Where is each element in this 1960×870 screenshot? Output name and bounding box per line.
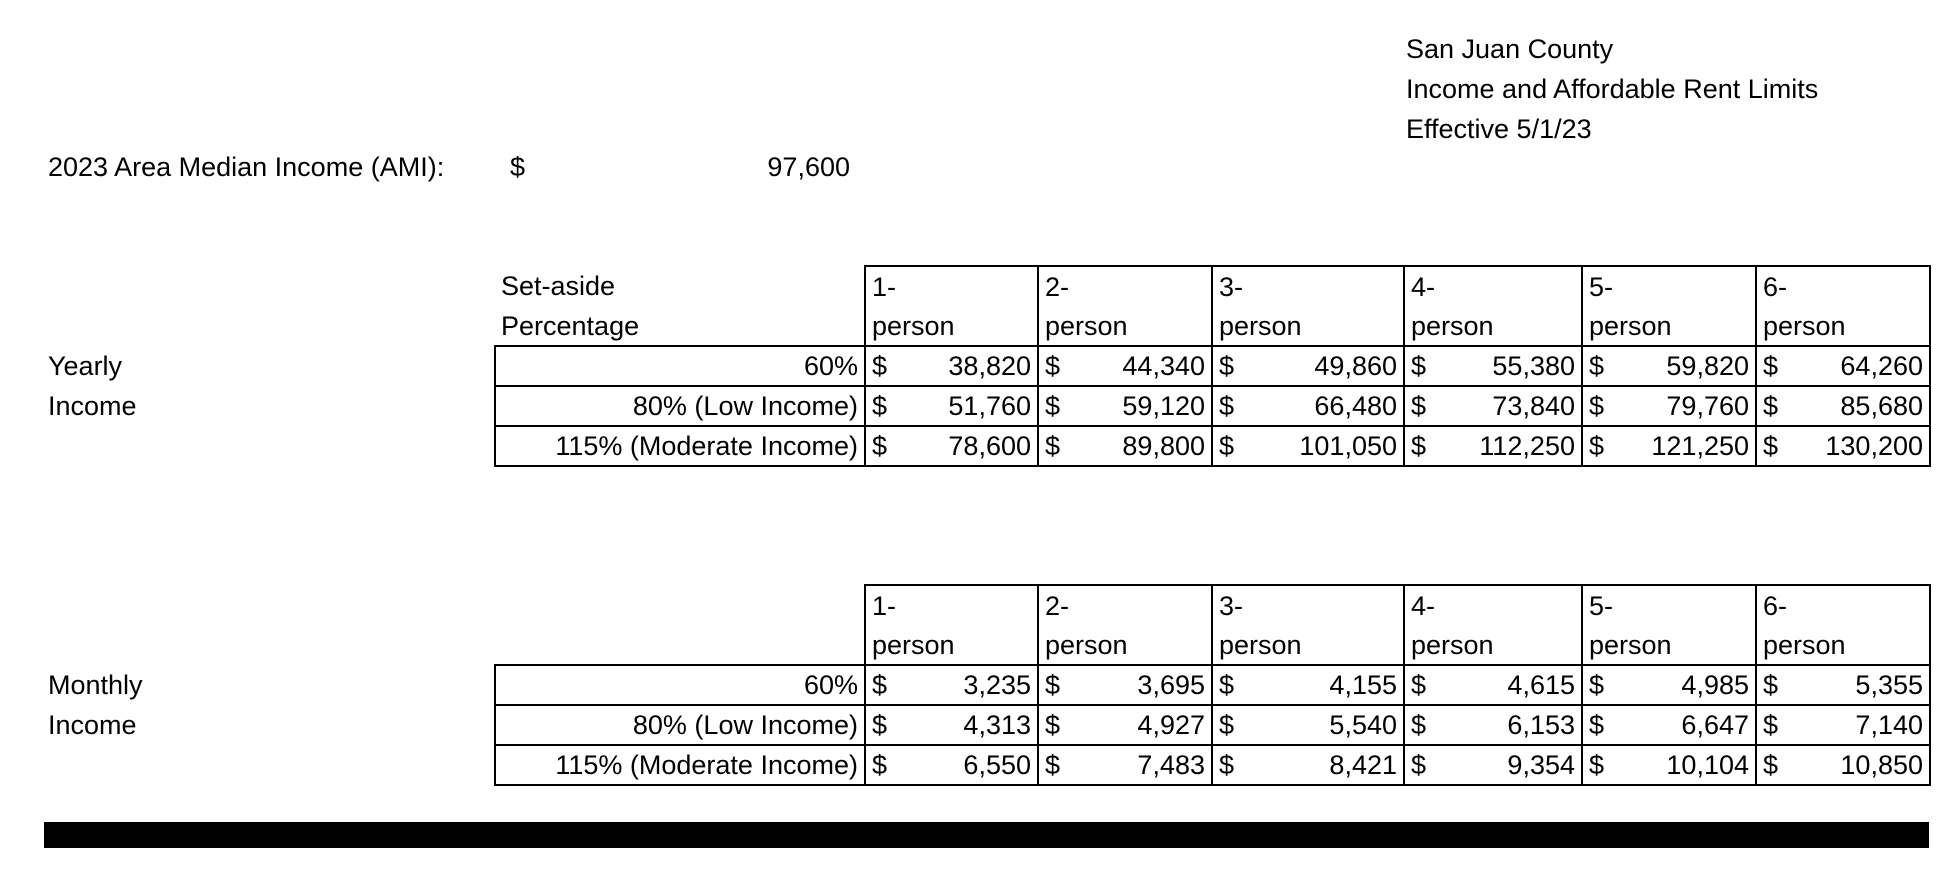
income-cell [1212, 386, 1404, 426]
currency-symbol: $ [1763, 351, 1779, 381]
income-cell [1756, 426, 1930, 466]
currency-symbol: $ [1411, 670, 1427, 700]
income-cell [1212, 665, 1404, 705]
income-amount: 112,250 [1479, 431, 1575, 461]
income-cell [865, 745, 1038, 785]
setaside-percentage: 60% [495, 665, 865, 705]
county-name: San Juan County [1406, 34, 1614, 64]
income-amount: 4,615 [1507, 670, 1575, 700]
income-cell [1756, 705, 1930, 745]
income-amount: 10,104 [1666, 750, 1749, 780]
income-cell [1212, 745, 1404, 785]
currency-symbol: $ [872, 431, 888, 461]
income-amount: 5,540 [1329, 710, 1397, 740]
household-size-header: 4- [1404, 266, 1582, 306]
income-cell [1582, 705, 1756, 745]
income-amount: 6,647 [1681, 710, 1749, 740]
setaside-percentage: 115% (Moderate Income) [495, 745, 865, 785]
household-size-header-unit: person [1582, 625, 1756, 665]
currency-symbol: $ [1763, 670, 1779, 700]
yearly-label-line2: Income [48, 391, 137, 421]
setaside-percentage: 60% [495, 346, 865, 386]
ami-value: 97,600 [767, 152, 850, 182]
currency-symbol: $ [872, 391, 888, 421]
income-amount: 51,760 [948, 391, 1031, 421]
income-amount: 59,120 [1122, 391, 1205, 421]
currency-symbol: $ [1045, 351, 1061, 381]
income-cell [1404, 665, 1582, 705]
income-amount: 8,421 [1329, 750, 1397, 780]
income-cell [865, 346, 1038, 386]
income-cell [1404, 386, 1582, 426]
income-cell [865, 665, 1038, 705]
household-size-header: 3- [1212, 585, 1404, 625]
currency-symbol: $ [1763, 750, 1779, 780]
table-row [495, 346, 1930, 386]
ami-label: 2023 Area Median Income (AMI): [48, 152, 445, 182]
household-size-header-unit: person [1038, 306, 1212, 346]
currency-symbol: $ [1219, 750, 1235, 780]
income-amount: 89,800 [1122, 431, 1205, 461]
blank-cell [495, 585, 865, 625]
income-cell [1212, 705, 1404, 745]
effective-date: Effective 5/1/23 [1406, 114, 1592, 144]
household-size-header: 3- [1212, 266, 1404, 306]
household-size-header: 4- [1404, 585, 1582, 625]
household-size-header: 6- [1756, 585, 1930, 625]
income-amount: 64,260 [1840, 351, 1923, 381]
income-amount: 3,695 [1137, 670, 1205, 700]
currency-symbol: $ [1219, 391, 1235, 421]
income-amount: 7,483 [1137, 750, 1205, 780]
income-amount: 79,760 [1666, 391, 1749, 421]
yearly-income-table [494, 265, 1931, 467]
currency-symbol: $ [872, 351, 888, 381]
yearly-label-line1: Yearly [48, 351, 123, 381]
household-size-header: 1- [865, 266, 1038, 306]
income-cell [1038, 426, 1212, 466]
income-cell [1404, 745, 1582, 785]
household-size-header-unit: person [865, 625, 1038, 665]
ami-currency: $ [510, 152, 526, 182]
setaside-percentage: 80% (Low Income) [495, 386, 865, 426]
income-amount: 4,985 [1681, 670, 1749, 700]
income-amount: 121,250 [1651, 431, 1749, 461]
income-amount: 38,820 [948, 351, 1031, 381]
document-subtitle: Income and Affordable Rent Limits [1406, 74, 1819, 104]
currency-symbol: $ [1045, 431, 1061, 461]
currency-symbol: $ [872, 710, 888, 740]
income-cell [1582, 665, 1756, 705]
income-amount: 3,235 [963, 670, 1031, 700]
income-amount: 44,340 [1122, 351, 1205, 381]
income-amount: 9,354 [1507, 750, 1575, 780]
income-cell [1038, 745, 1212, 785]
currency-symbol: $ [1589, 431, 1605, 461]
setaside-percentage: 80% (Low Income) [495, 705, 865, 745]
income-cell [1038, 346, 1212, 386]
income-cell [1404, 426, 1582, 466]
household-size-header-unit: person [1212, 306, 1404, 346]
currency-symbol: $ [1219, 351, 1235, 381]
income-cell [1038, 665, 1212, 705]
currency-symbol: $ [1411, 391, 1427, 421]
household-size-header-unit: person [1756, 625, 1930, 665]
income-cell [865, 426, 1038, 466]
table-header-row [495, 585, 1930, 625]
currency-symbol: $ [1411, 351, 1427, 381]
household-size-header: 2- [1038, 585, 1212, 625]
monthly-label-line1: Monthly [48, 670, 143, 700]
household-size-header-unit: person [1756, 306, 1930, 346]
income-amount: 49,860 [1314, 351, 1397, 381]
table-header-row [495, 306, 1930, 346]
income-cell [1212, 426, 1404, 466]
income-amount: 55,380 [1492, 351, 1575, 381]
income-cell [1756, 386, 1930, 426]
household-size-header-unit: person [1582, 306, 1756, 346]
income-cell [1038, 386, 1212, 426]
income-amount: 6,550 [963, 750, 1031, 780]
household-size-header: 5- [1582, 266, 1756, 306]
income-cell [1212, 346, 1404, 386]
currency-symbol: $ [872, 750, 888, 780]
income-amount: 7,140 [1855, 710, 1923, 740]
monthly-income-table [494, 584, 1931, 786]
household-size-header: 2- [1038, 266, 1212, 306]
income-amount: 73,840 [1492, 391, 1575, 421]
household-size-header: 1- [865, 585, 1038, 625]
table-row [495, 745, 1930, 785]
currency-symbol: $ [1763, 431, 1779, 461]
income-amount: 4,313 [963, 710, 1031, 740]
income-cell [1582, 745, 1756, 785]
blank-cell [495, 625, 865, 665]
currency-symbol: $ [1219, 710, 1235, 740]
currency-symbol: $ [1219, 670, 1235, 700]
income-cell [1756, 665, 1930, 705]
table-header-row [495, 625, 1930, 665]
currency-symbol: $ [1589, 710, 1605, 740]
income-amount: 4,155 [1329, 670, 1397, 700]
income-amount: 5,355 [1855, 670, 1923, 700]
income-amount: 130,200 [1825, 431, 1923, 461]
setaside-percentage: 115% (Moderate Income) [495, 426, 865, 466]
household-size-header-unit: person [1212, 625, 1404, 665]
income-amount: 101,050 [1299, 431, 1397, 461]
currency-symbol: $ [1763, 391, 1779, 421]
income-cell [1582, 386, 1756, 426]
currency-symbol: $ [1411, 710, 1427, 740]
currency-symbol: $ [1589, 670, 1605, 700]
currency-symbol: $ [1045, 670, 1061, 700]
currency-symbol: $ [1763, 710, 1779, 740]
table-row [495, 426, 1930, 466]
household-size-header: 6- [1756, 266, 1930, 306]
monthly-label-line2: Income [48, 710, 137, 740]
currency-symbol: $ [1045, 391, 1061, 421]
table-row [495, 386, 1930, 426]
currency-symbol: $ [1045, 710, 1061, 740]
income-cell [1038, 705, 1212, 745]
income-cell [1756, 745, 1930, 785]
setaside-header-line1: Set-aside [501, 271, 616, 301]
income-cell [1756, 346, 1930, 386]
household-size-header-unit: person [1038, 625, 1212, 665]
income-cell [865, 386, 1038, 426]
income-cell [865, 705, 1038, 745]
setaside-header-line2: Percentage [501, 310, 640, 341]
currency-symbol: $ [1411, 431, 1427, 461]
table-row [495, 665, 1930, 705]
footer-bar [44, 822, 1929, 848]
currency-symbol: $ [1045, 750, 1061, 780]
income-cell [1582, 426, 1756, 466]
income-amount: 10,850 [1840, 750, 1923, 780]
currency-symbol: $ [1589, 391, 1605, 421]
table-row [495, 705, 1930, 745]
table-header-row [495, 266, 1930, 306]
income-amount: 6,153 [1507, 710, 1575, 740]
income-amount: 78,600 [948, 431, 1031, 461]
household-size-header-unit: person [1404, 625, 1582, 665]
currency-symbol: $ [1219, 431, 1235, 461]
currency-symbol: $ [872, 670, 888, 700]
income-amount: 59,820 [1666, 351, 1749, 381]
income-amount: 66,480 [1314, 391, 1397, 421]
currency-symbol: $ [1589, 351, 1605, 381]
income-cell [1404, 346, 1582, 386]
income-amount: 85,680 [1840, 391, 1923, 421]
household-size-header-unit: person [1404, 306, 1582, 346]
income-cell [1404, 705, 1582, 745]
income-cell [1582, 346, 1756, 386]
household-size-header-unit: person [865, 306, 1038, 346]
household-size-header: 5- [1582, 585, 1756, 625]
income-amount: 4,927 [1137, 710, 1205, 740]
currency-symbol: $ [1589, 750, 1605, 780]
currency-symbol: $ [1411, 750, 1427, 780]
